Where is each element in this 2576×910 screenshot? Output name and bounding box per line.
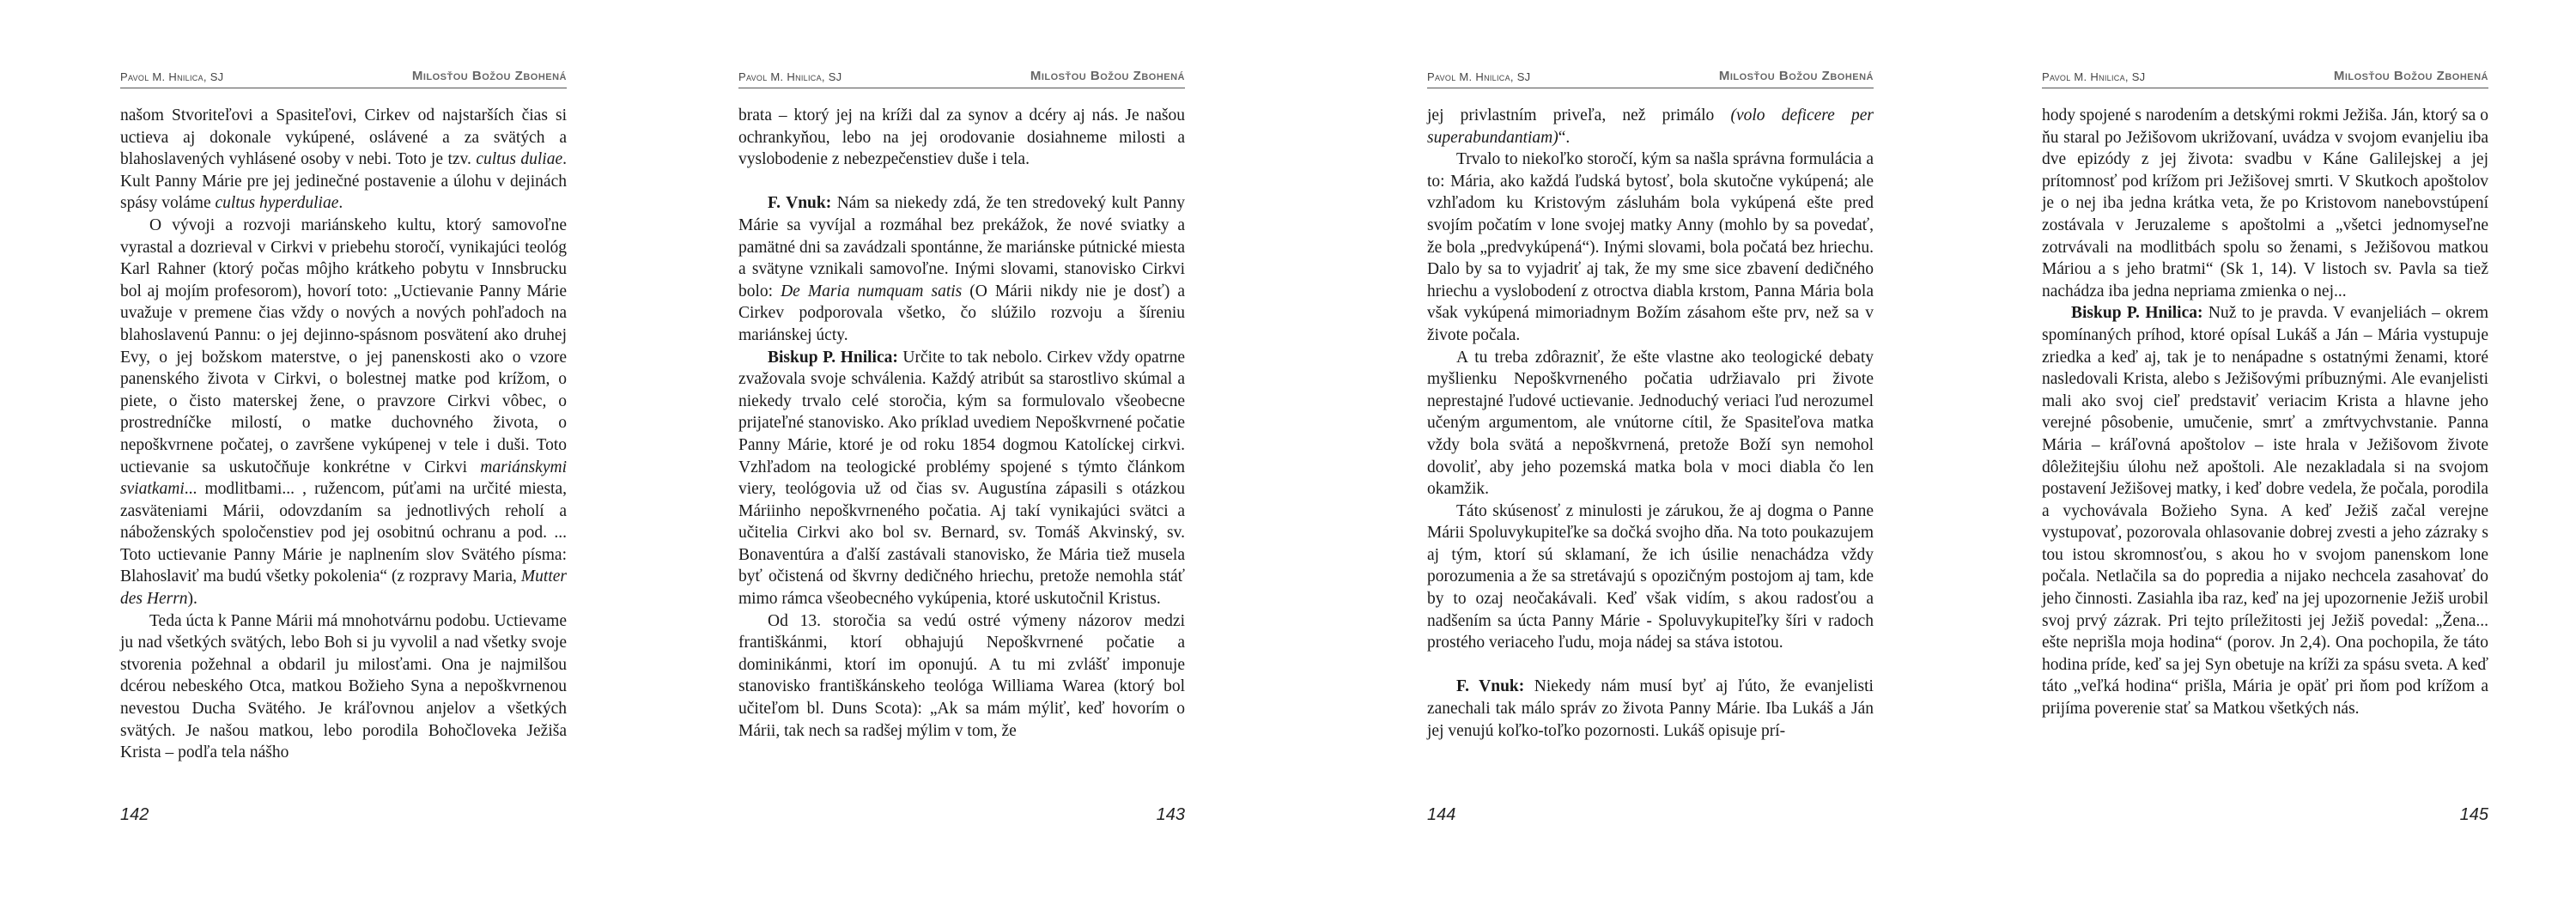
header-book-title: Milosťou Božou Zbohená: [1718, 69, 1874, 83]
paragraph: brata – ktorý jej na kríži dal za synov a dcéry aj nás. Je našou ochrankyňou, lebo na jej orodovanie dosiahneme milosti a vyslobodenie z nebezpečenstiev duše i tela.: [738, 106, 1185, 169]
header-author: Pavol M. Hnilica, SJ: [738, 70, 842, 83]
paragraph: jej privlastním priveľa, než primálo (volo deficere per superabundantiam)“.: [1427, 106, 1874, 147]
paragraph: Biskup P. Hnilica: Určite to tak nebolo. Cirkev vždy opatrne zvažovala svoje schválenia. Každý atribút sa starostlivo skúmal a niekedy trvalo celé storočia, kým sa formulovalo všeobecne prijateľné stanovisko. Ako príklad uvediem Nepoškvrnené počatie Panny Márie, ktoré je od roku 1854 dogmou Katolíckej cirkvi. Vzhľadom na teologické problémy spojené s týmto článkom viery, teológovia už od čias sv. Augustína zápasili s otázkou Máriinho nepoškvrneného počatia. Aj takí vynikajúci svätci a učitelia Cirkvi ako bol sv. Bernard, sv. Tomáš Akvinský, sv. Bonaventúra a ďalší zastávali stanovisko, že Mária tiež musela byť očistená od škvrny dedičného hriechu, pretože nemohla stáť mimo rámca všeobecného vykúpenia, ktoré uskutočnil Kristus.: [738, 348, 1185, 609]
page-142: [120, 0, 567, 910]
page-number: 142: [120, 805, 149, 824]
body-text: [120, 105, 567, 764]
paragraph: našom Stvoriteľovi a Spasiteľovi, Cirkev od najstarších čias si uctieva aj dokonale vykúpené, oslávené a za svätých a blahoslavených vyhlásené osoby v nebi. Toto je tzv. cultus duliae. Kult Panny Márie pre jej jedinečné postavenie a úlohu v dejinách spásy voláme cultus hyperduliae.: [120, 106, 567, 213]
body-text: [2042, 105, 2488, 720]
body-text: [1427, 105, 1874, 742]
paragraph: F. Vnuk: Niekedy nám musí byť aj ľúto, že evanjelisti zanechali tak málo správ zo života Panny Márie. Iba Lukáš a Ján jej venujú koľko-toľko pozornosti. Lukáš opisuje prí-: [1427, 677, 1874, 740]
page-143: [738, 0, 1185, 910]
speaker-label: F. Vnuk:: [1456, 677, 1525, 696]
running-header: [120, 69, 567, 88]
header-book-title: Milosťou Božou Zbohená: [2333, 69, 2488, 83]
page-number: 143: [1156, 805, 1185, 824]
header-book-title: Milosťou Božou Zbohená: [1030, 69, 1185, 83]
paragraph: A tu treba zdôrazniť, že ešte vlastne ako teologické debaty myšlienku Nepoškvrneného počatia udržiavalo pri živote neprestajné ľudové uctievanie. Jednoduchý veriaci ľud nerozumel učeným argumentom, ale vnútorne cítil, že Spasiteľova matka vždy bola svätá a nepoškvrnená, pretože Boží syn nemohol dovoliť, aby jeho pozemská matka bola v moci diabla čo len okamžik.: [1427, 348, 1874, 499]
paragraph: Teda úcta k Panne Márii má mnohotvárnu podobu. Uctievame ju nad všetkých svätých, lebo Boh si ju vyvolil a nad všetky svoje stvorenia požehnal a obdaril ju milosťami. Ona je najmilšou dcérou nebeského Otca, matkou Božieho Syna a nepoškvrnenou nevestou Ducha Svätého. Je kráľovnou anjelov a všetkých svätých. Je našou matkou, lebo porodila Bohočloveka Ježiša Krista – podľa tela nášho: [120, 611, 567, 762]
header-author: Pavol M. Hnilica, SJ: [120, 70, 224, 83]
body-text: [738, 105, 1185, 742]
paragraph: Od 13. storočia sa vedú ostré výmeny názorov medzi františkánmi, ktorí obhajujú Nepoškvrnené počatie a dominikánmi, ktorí im oponujú. A tu mi zvlášť imponuje stanovisko františkánskeho teológa Williama Warea (ktorý bol učiteľom bl. Duns Scota): „Ak sa mám mýliť, keď hovorím o Márii, tak nech sa radšej mýlim v tom, že: [738, 611, 1185, 740]
paragraph: O vývoji a rozvoji mariánskeho kultu, ktorý samovoľne vyrastal a dozrieval v Cirkvi v priebehu storočí, vynikajúci teológ Karl Rahner (ktorý počas môjho krátkeho pobytu v Innsbrucku bol aj mojím profesorom), hovorí toto: „Uctievanie Panny Márie uvažuje v premene čias vždy o nových a nových pohľadoch na blahoslavenú Pannu: o jej dejinno-spásnom posvätení ako druhej Evy, o jej božskom materstve, o jej panenskosti ako o vzore panenského života v Cirkvi, o bolestnej matke pod krížom, o piete, o čisto materskej žene, o pravzore Cirkvi vôbec, o prostredníčke milostí, o matke duchovného života, o nepoškvrnene počatej, o završene vykúpenej v tele i duši. Toto uctievanie sa uskutočňuje konkrétne v Cirkvi mariánskymi sviatkami... modlitbami... , ružencom, púťami na určité miesta, zasväteniami Márii, odovzdaním sa jednotlivých reholí a náboženských spoločenstiev pod jej osobitnú ochranu a pod. ... Toto uctievanie Panny Márie je naplnením slov Svätého písma: Blahoslaviť ma budú všetky pokolenia“ (z rozpravy Maria, Mutter des Herrn).: [120, 215, 567, 609]
page-145: [2042, 0, 2488, 910]
paragraph: Trvalo to niekoľko storočí, kým sa našla správna formulácia a to: Mária, ako každá ľudská bytosť, bola skutočne vykúpená; ale vzhľadom ku Kristovým zásluhám bola vykúpená ešte pred svojím počatím v lone svojej matky Anny (mohlo by sa povedať, že bola „predvykúpená“). Inými slovami, bola počatá bez hriechu. Dalo by sa to vyjadriť aj tak, že my sme sice zbavení dedičného hriechu a vyslobodení z otroctva diabla krstom, Panna Mária bola však vykúpená mimoriadnym Božím zásahom ešte prv, než sa v živote počala.: [1427, 150, 1874, 344]
page-number: 144: [1427, 805, 1456, 824]
page-144: [1427, 0, 1874, 910]
running-header: [1427, 69, 1874, 88]
header-author: Pavol M. Hnilica, SJ: [2042, 70, 2146, 83]
speaker-label: Biskup P. Hnilica:: [768, 348, 898, 367]
running-header: [2042, 69, 2488, 88]
paragraph: F. Vnuk: Nám sa niekedy zdá, že ten stredoveký kult Panny Márie sa vyvíjal a rozmáhal bez prekážok, že nové sviatky a pamätné dni sa zavádzali spontánne, že mariánske pútnické miesta a svätyne vznikali samovoľne. Inými slovami, stanovisko Cirkvi bolo: De Maria numquam satis (O Márii nikdy nie je dosť) a Cirkev podporovala všetko, čo slúžilo rozvoju a šíreniu mariánskej úcty.: [738, 194, 1186, 344]
header-book-title: Milosťou Božou Zbohená: [411, 69, 567, 83]
running-header: [738, 69, 1185, 88]
header-author: Pavol M. Hnilica, SJ: [1427, 70, 1531, 83]
speaker-label: Biskup P. Hnilica:: [2071, 304, 2203, 323]
speaker-label: F. Vnuk:: [768, 194, 832, 213]
paragraph: Táto skúsenosť z minulosti je zárukou, že aj dogma o Panne Márii Spoluvykupiteľke sa dočká svojho dňa. Na toto poukazujem aj tým, ktorí sú sklamaní, že ich úsilie nenachádza vždy porozumenia a že sa stretávajú s opozičným postojom aj tam, kde by to ozaj neočakávali. Keď však vidím, s akou radosťou a nadšením sa úcta Panny Márie - Spoluvykupiteľky šíri v radoch prostého veriaceho ľudu, moja nádej sa stáva istotou.: [1427, 501, 1874, 652]
paragraph: Biskup P. Hnilica: Nuž to je pravda. V evanjeliách – okrem spomínaných príhod, ktoré opísal Lukáš a Ján – Mária vystupuje zriedka a keď aj, tak je to nenápadne s ostatnými ženami, ktoré nasledovali Krista, alebo s Ježišovými príbuznými. Ale evanjelisti mali ako svoj cieľ predstaviť veriacim Krista a hlavne jeho verejné pôsobenie, umučenie, smrť a zmŕtvychvstanie. Panna Mária – kráľovná apoštolov – iste hrala v Ježišovom živote dôležitejšiu úlohu než apoštoli. Ale nezakladala si na svojom postavení Ježišovej matky, i keď dobre vedela, že počala, porodila a vychovávala Božieho Syna. A keď Ježiš začal verejne vystupovať, pozorovala ohlasovanie dobrej zvesti a jeho zázraky s tou istou skromnosťou, s akou ho v svojom panenskom lone počala. Netlačila sa do popredia a nijako nechcela zasahovať do jeho činnosti. Zasiahla iba raz, keď na jej upozornenie Ježiš urobil svoj prvý zázrak. Pri tejto príležitosti jej Ježiš povedal: „Žena... ešte neprišla moja hodina“ (porov. Jn 2,4). Ona pochopila, že táto hodina príde, keď sa jej Syn obetuje na kríži za spásu sveta. A keď táto „veľká hodina“ prišla, Mária je opäť pri ňom pod krížom a prijíma poverenie stať sa Matkou všetkých nás.: [2042, 304, 2488, 719]
paragraph: hody spojené s narodením a detskými rokmi Ježiša. Ján, ktorý sa o ňu staral po Ježišovom ukrižovaní, uvádza v svojom evanjeliu iba dve epizódy z jej života: svadbu v Káne Galilejskej a jej prítomnosť pod krížom pri Ježišovej smrti. V Skutkoch apoštolov je o nej iba jedna krátka veta, že po Kristovom nanebovstúpení zostávala v Jeruzaleme s apoštolmi a „všetci jednomyseľne zotrvávali na modlitbách spolu so ženami, s Ježišovou matkou Máriou a s jeho bratmi“ (Sk 1, 14). V listoch sv. Pavla sa tiež nachádza iba jedna nepriama zmienka o nej...: [2042, 106, 2488, 300]
page-number: 145: [2459, 805, 2488, 824]
